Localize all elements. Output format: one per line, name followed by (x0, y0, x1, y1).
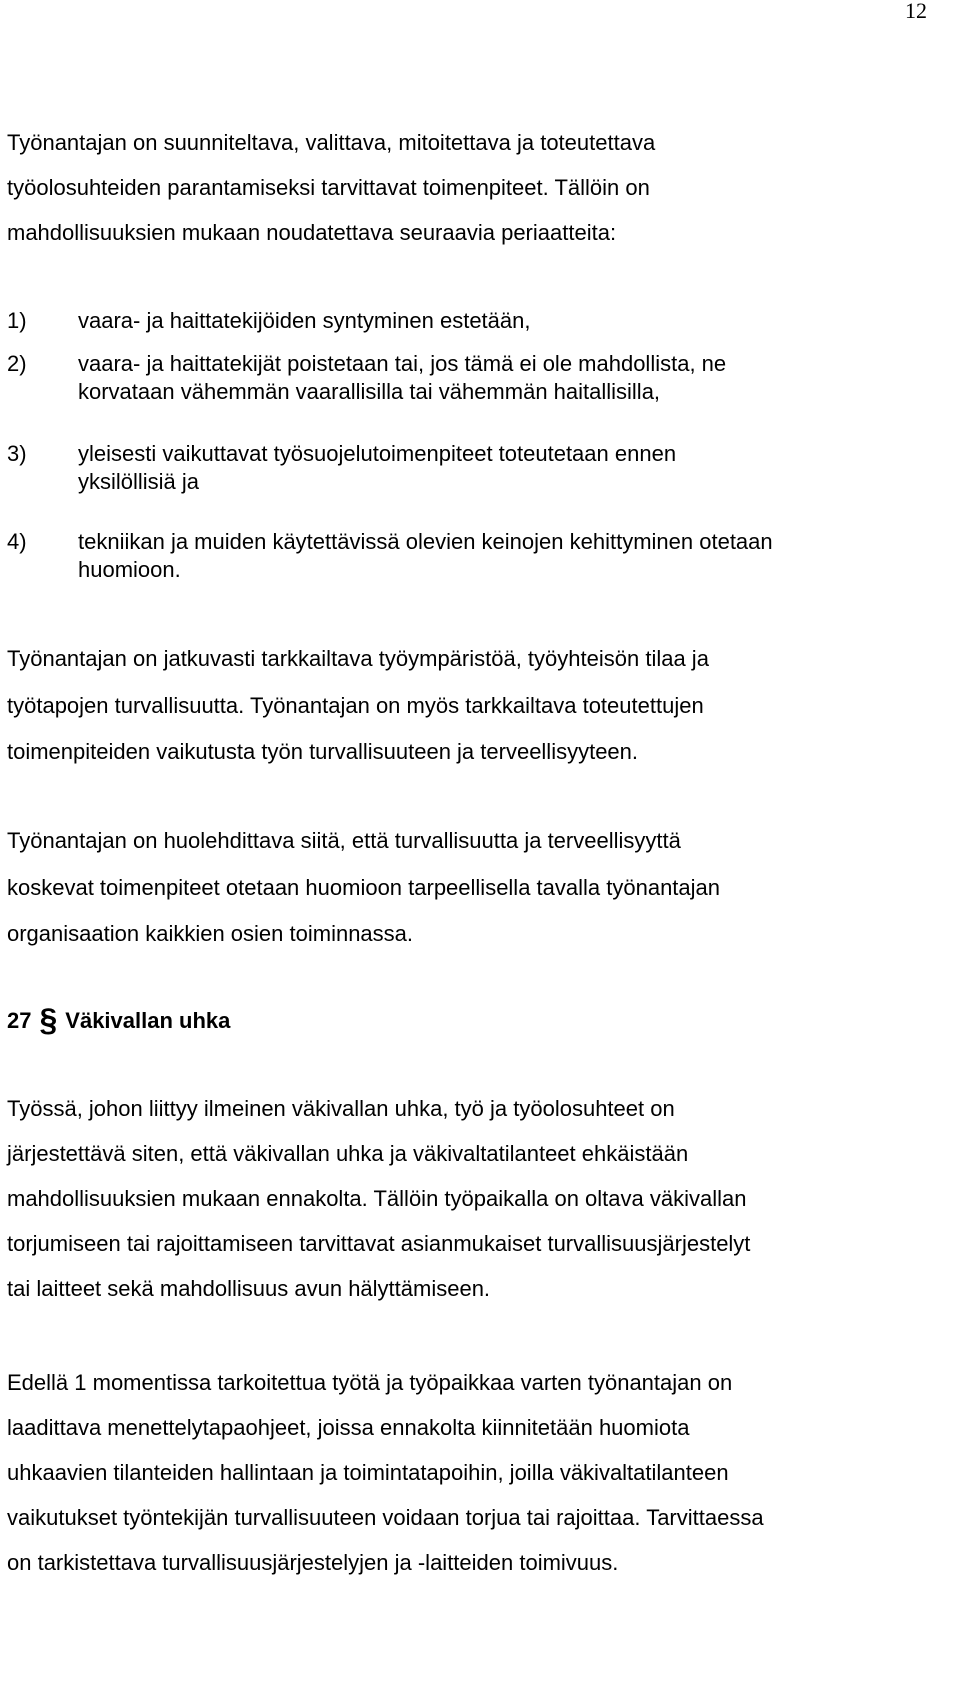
text-line: torjumiseen tai rajoittamiseen tarvittavat asianmukaiset turvallisuusjärjestelyt (7, 1231, 751, 1256)
organization-paragraph (7, 818, 720, 958)
text-line: työolosuhteiden parantamiseksi tarvittavat toimenpiteet. Tällöin on (7, 175, 650, 200)
list-item-1 (7, 307, 530, 335)
list-number: 3) (7, 441, 27, 466)
text-line: vaara- ja haittatekijöiden syntyminen estetään, (78, 308, 531, 333)
section-symbol: § (39, 1002, 58, 1038)
procedures-paragraph (7, 1360, 764, 1585)
section-heading (7, 1002, 231, 1038)
text-line: on tarkistettava turvallisuusjärjestelyjen ja -laitteiden toimivuus. (7, 1550, 619, 1575)
text-line: järjestettävä siten, että väkivallan uhka ja väkivaltatilanteet ehkäistään (7, 1141, 689, 1166)
text-line: Työnantajan on huolehdittava siitä, että turvallisuutta ja terveellisyyttä (7, 828, 681, 853)
text-line: tai laitteet sekä mahdollisuus avun hälyttämiseen. (7, 1276, 491, 1301)
text-line: yksilöllisiä ja (78, 469, 200, 494)
list-item-2 (7, 350, 726, 406)
text-line: vaikutukset työntekijän turvallisuuteen voidaan torjua tai rajoittaa. Tarvittaessa (7, 1505, 764, 1530)
text-line: Työssä, johon liittyy ilmeinen väkivallan uhka, työ ja työolosuhteet on (7, 1096, 675, 1121)
section-number: 27 (7, 1008, 32, 1033)
text-line: tekniikan ja muiden käytettävissä olevien keinojen kehittyminen otetaan (78, 529, 773, 554)
text-line: laadittava menettelytapaohjeet, joissa ennakolta kiinnitetään huomiota (7, 1415, 690, 1440)
monitor-paragraph (7, 636, 709, 776)
text-line: koskevat toimenpiteet otetaan huomioon tarpeellisella tavalla työnantajan (7, 874, 721, 900)
list-number: 4) (7, 529, 27, 554)
page-number: 12 (905, 0, 927, 23)
text-line: Edellä 1 momentissa tarkoitettua työtä ja työpaikkaa varten työnantajan on (7, 1370, 733, 1395)
text-line: Työnantajan on jatkuvasti tarkkailtava työympäristöä, työyhteisön tilaa ja (7, 646, 709, 671)
text-line: vaara- ja haittatekijät poistetaan tai, jos tämä ei ole mahdollista, ne (78, 351, 727, 376)
section-title: Väkivallan uhka (65, 1008, 231, 1033)
text-line: mahdollisuuksien mukaan ennakolta. Tällöin työpaikalla on oltava väkivallan (7, 1186, 747, 1211)
text-line: yleisesti vaikuttavat työsuojelutoimenpiteet toteutetaan ennen (78, 441, 677, 466)
text-line: työtapojen turvallisuutta. Työnantajan on myös tarkkailtava toteutettujen (7, 692, 704, 718)
text-line: mahdollisuuksien mukaan noudatettava seuraavia periaatteita: (7, 220, 617, 245)
list-item-4 (7, 528, 773, 584)
text-line: Työnantajan on suunniteltava, valittava, mitoitettava ja toteutettava (7, 130, 656, 155)
text-line: huomioon. (78, 557, 181, 582)
list-number: 1) (7, 308, 27, 333)
text-line: organisaation kaikkien osien toiminnassa. (7, 921, 414, 946)
text-line: toimenpiteiden vaikutusta työn turvallisuuteen ja terveellisyyteen. (7, 739, 639, 764)
list-item-3 (7, 440, 676, 496)
list-number: 2) (7, 351, 27, 376)
text-line: korvataan vähemmän vaarallisilla tai vähemmän haitallisilla, (78, 379, 661, 404)
violence-paragraph (7, 1086, 750, 1311)
text-line: uhkaavien tilanteiden hallintaan ja toimintatapoihin, joilla väkivaltatilanteen (7, 1460, 729, 1485)
intro-paragraph (7, 120, 655, 255)
